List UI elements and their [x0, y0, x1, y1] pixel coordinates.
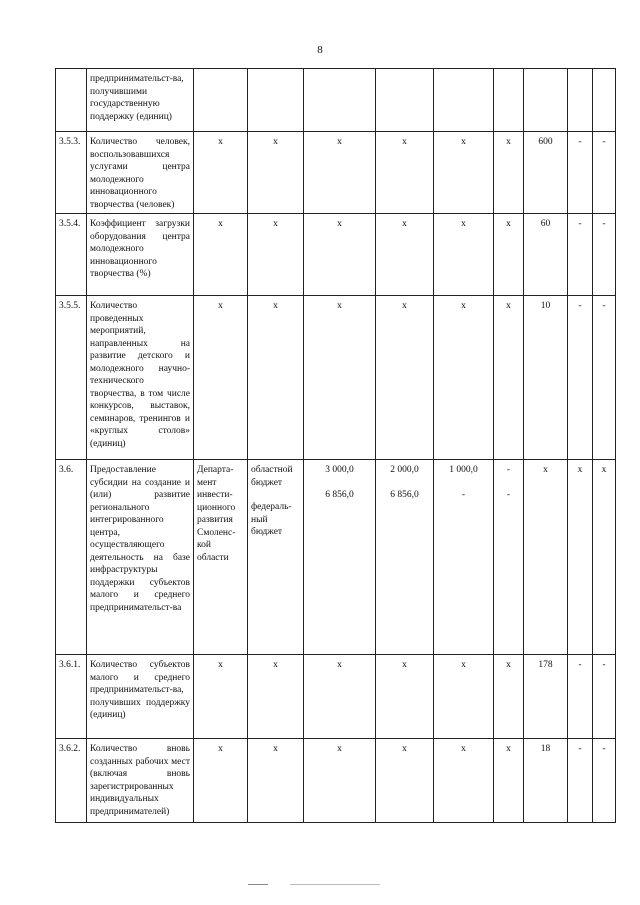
value-3-cell: -	[593, 132, 616, 214]
source-cell: х	[248, 132, 304, 214]
total-cell: х	[304, 739, 376, 823]
year3-cell: х	[494, 296, 524, 460]
row-number: 3.5.4.	[56, 214, 87, 296]
year2-cell: х	[434, 214, 494, 296]
table-row	[56, 739, 616, 823]
value-2-cell: х	[568, 460, 593, 655]
value-1-cell: 600	[524, 132, 568, 214]
year2-federal: -	[461, 489, 466, 500]
value-2-cell: -	[568, 296, 593, 460]
value-3-cell: -	[593, 739, 616, 823]
total-cell	[304, 69, 376, 132]
total-cell: х	[304, 655, 376, 739]
row-number: 3.5.5.	[56, 296, 87, 460]
year1-cell	[376, 69, 434, 132]
year1-cell	[376, 460, 434, 655]
indicator-name: Количество вновь созданных рабочих мест (включая вновь зарегистрированных индивидуальных предпринимателей)	[87, 739, 194, 823]
row-number	[56, 69, 87, 132]
year3-cell: х	[494, 214, 524, 296]
source-cell	[248, 460, 304, 655]
year2-cell: х	[434, 655, 494, 739]
value-3-cell: -	[593, 296, 616, 460]
value-1-cell: 10	[524, 296, 568, 460]
total-federal: 6 856,0	[325, 489, 354, 500]
scan-mark	[248, 884, 268, 885]
value-3-cell	[593, 69, 616, 132]
table-row	[56, 69, 616, 132]
year1-cell: х	[376, 214, 434, 296]
table-row	[56, 214, 616, 296]
value-3-cell: х	[593, 460, 616, 655]
year1-cell: х	[376, 132, 434, 214]
value-3-cell: -	[593, 655, 616, 739]
year3-federal: -	[506, 489, 511, 500]
executor-cell: х	[194, 296, 248, 460]
total-regional: 3 000,0	[325, 465, 354, 475]
indicator-name: Количество субъектов малого и среднего предпринимательст-ва, получивших поддержку (единиц)	[87, 655, 194, 739]
total-cell	[304, 460, 376, 655]
value-1-cell: 178	[524, 655, 568, 739]
year2-cell	[434, 69, 494, 132]
value-2-cell: -	[568, 132, 593, 214]
year2-cell: х	[434, 132, 494, 214]
row-number: 3.6.1.	[56, 655, 87, 739]
total-cell: х	[304, 296, 376, 460]
source-regional: областной бюджет	[251, 465, 293, 488]
value-2-cell	[568, 69, 593, 132]
year3-cell: х	[494, 739, 524, 823]
executor-cell: х	[194, 132, 248, 214]
executor-cell: Департа-мент инвести-ционного развития Смоленс-кой области	[194, 460, 248, 655]
page-number: 8	[317, 44, 323, 56]
value-2-cell: -	[568, 739, 593, 823]
executor-cell	[194, 69, 248, 132]
table-row	[56, 460, 616, 655]
year2-regional: 1 000,0	[449, 465, 478, 475]
year1-cell: х	[376, 296, 434, 460]
row-number: 3.6.	[56, 460, 87, 655]
indicator-name: предпринимательст-ва, получившими государственную поддержку (единиц)	[87, 69, 194, 132]
source-cell: х	[248, 739, 304, 823]
indicator-name: Количество проведенных мероприятий, направленных на развитие детского и молодежного научно-технического творчества, в том числе конкурсов, выставок, семинаров, тренингов и «круглых столов» (единиц)	[87, 296, 194, 460]
source-cell	[248, 69, 304, 132]
indicator-name: Предоставление субсидии на создание и (или) развитие регионального интегрированного центра, осуществляющего деятельность на базе инфраструктуры поддержки субъектов малого и среднего предпринимательст-ва	[87, 460, 194, 655]
table-row	[56, 655, 616, 739]
scan-mark	[290, 884, 380, 885]
source-cell: х	[248, 214, 304, 296]
value-2-cell: -	[568, 655, 593, 739]
year1-cell: х	[376, 739, 434, 823]
year3-regional: -	[506, 465, 511, 475]
executor-cell: х	[194, 739, 248, 823]
year1-cell: х	[376, 655, 434, 739]
year1-regional: 2 000,0	[390, 465, 419, 475]
year1-federal: 6 856,0	[390, 489, 419, 500]
value-1-cell	[524, 69, 568, 132]
value-2-cell: -	[568, 214, 593, 296]
year2-cell	[434, 460, 494, 655]
indicator-name: Количество человек, воспользовавшихся услугами центра молодежного инновационного творчества (человек)	[87, 132, 194, 214]
year3-cell: х	[494, 655, 524, 739]
total-cell: х	[304, 132, 376, 214]
table-row	[56, 296, 616, 460]
program-table	[55, 68, 616, 823]
year2-cell: х	[434, 296, 494, 460]
value-1-cell: 60	[524, 214, 568, 296]
value-3-cell: -	[593, 214, 616, 296]
total-cell: х	[304, 214, 376, 296]
row-number: 3.5.3.	[56, 132, 87, 214]
executor-cell: х	[194, 214, 248, 296]
indicator-name: Коэффициент загрузки оборудования центра молодежного инновационного творчества (%)	[87, 214, 194, 296]
value-1-cell: 18	[524, 739, 568, 823]
year3-cell: х	[494, 132, 524, 214]
year3-cell	[494, 69, 524, 132]
source-federal: федераль-ный бюджет	[251, 502, 292, 537]
source-cell: х	[248, 296, 304, 460]
source-cell: х	[248, 655, 304, 739]
year2-cell: х	[434, 739, 494, 823]
value-1-cell: х	[524, 460, 568, 655]
year3-cell	[494, 460, 524, 655]
row-number: 3.6.2.	[56, 739, 87, 823]
executor-cell: х	[194, 655, 248, 739]
table-row	[56, 132, 616, 214]
